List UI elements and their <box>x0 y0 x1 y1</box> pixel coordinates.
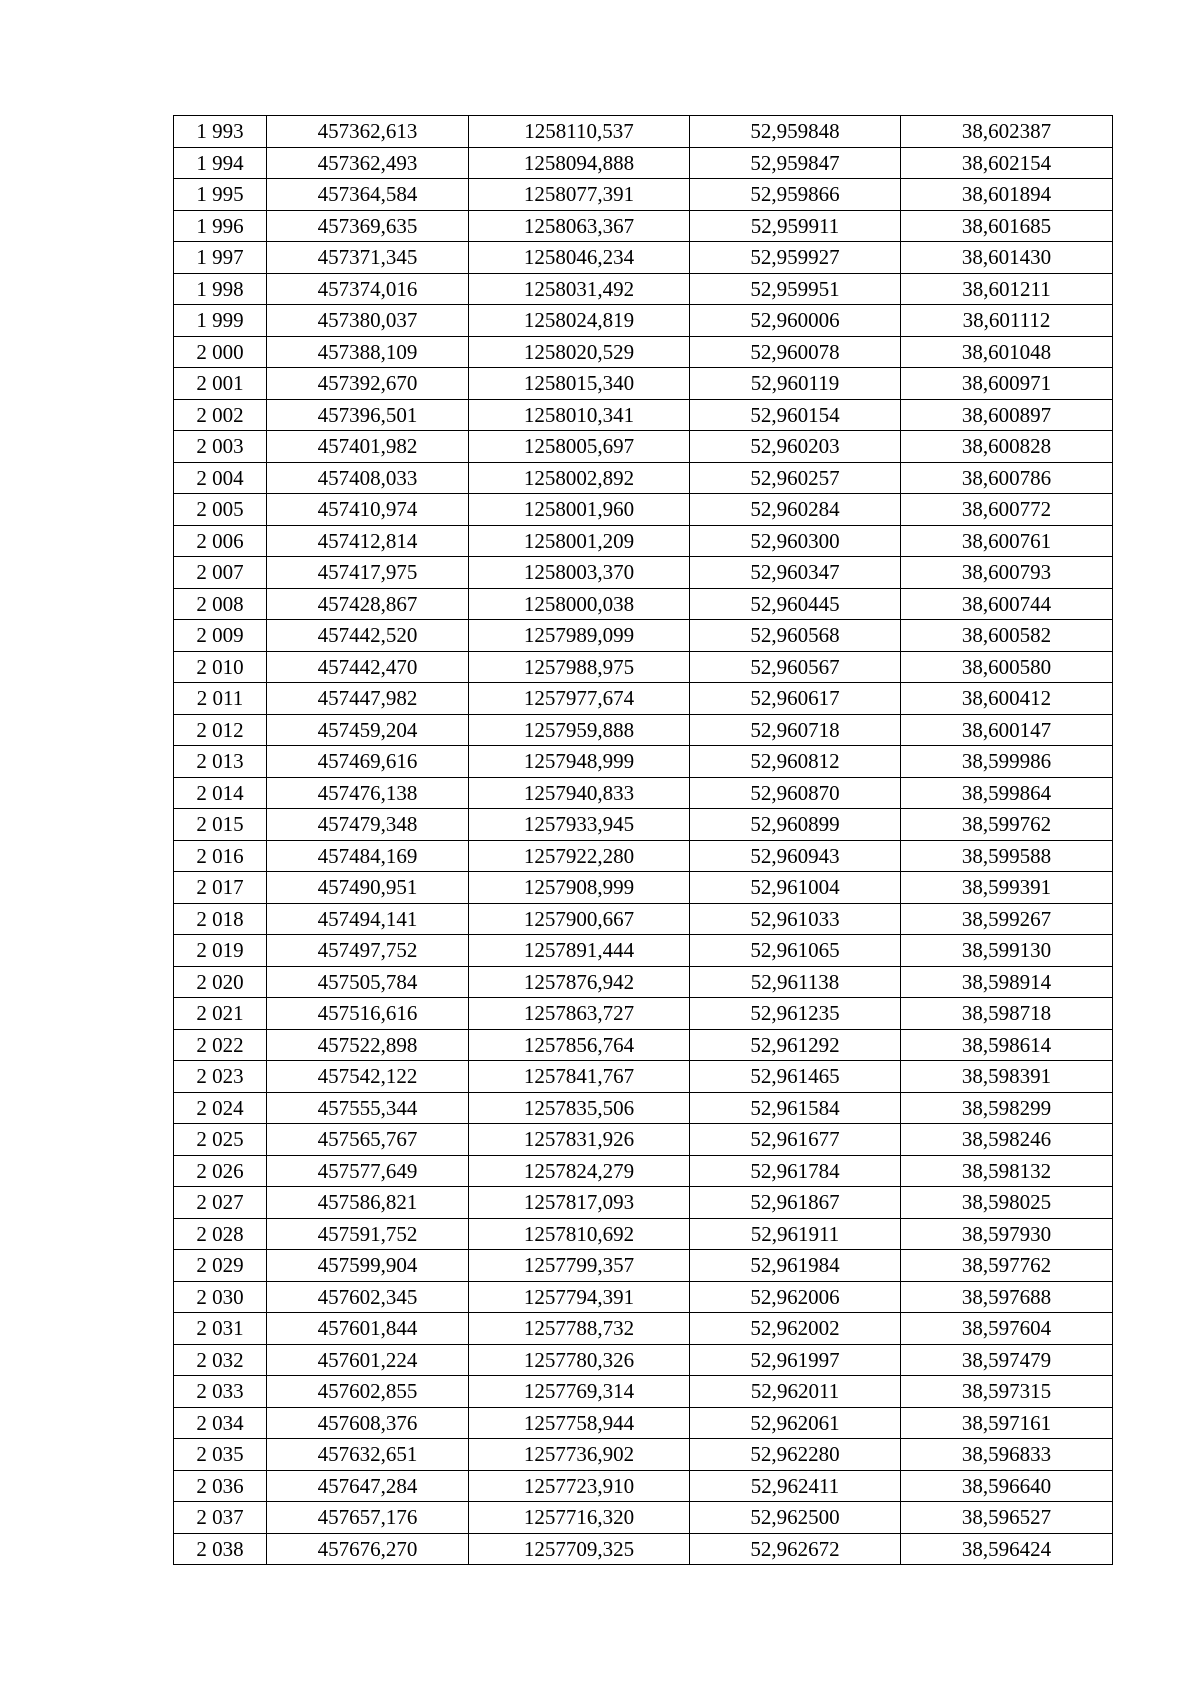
x-coordinate-cell: 457602,855 <box>267 1376 469 1408</box>
table-row <box>174 777 1113 809</box>
point-number-cell: 2 000 <box>174 336 267 368</box>
point-number-cell: 2 016 <box>174 840 267 872</box>
x-coordinate-cell: 457417,975 <box>267 557 469 589</box>
table-row <box>174 242 1113 274</box>
point-number-cell: 2 014 <box>174 777 267 809</box>
latitude-cell: 52,960812 <box>690 746 901 778</box>
x-coordinate-cell: 457369,635 <box>267 210 469 242</box>
y-coordinate-cell: 1257940,833 <box>469 777 690 809</box>
point-number-cell: 2 027 <box>174 1187 267 1219</box>
y-coordinate-cell: 1257989,099 <box>469 620 690 652</box>
x-coordinate-cell: 457401,982 <box>267 431 469 463</box>
latitude-cell: 52,961138 <box>690 966 901 998</box>
longitude-cell: 38,600761 <box>901 525 1113 557</box>
latitude-cell: 52,961004 <box>690 872 901 904</box>
latitude-cell: 52,961911 <box>690 1218 901 1250</box>
y-coordinate-cell: 1258046,234 <box>469 242 690 274</box>
y-coordinate-cell: 1257799,357 <box>469 1250 690 1282</box>
point-number-cell: 2 037 <box>174 1502 267 1534</box>
y-coordinate-cell: 1258003,370 <box>469 557 690 589</box>
longitude-cell: 38,601048 <box>901 336 1113 368</box>
y-coordinate-cell: 1257841,767 <box>469 1061 690 1093</box>
longitude-cell: 38,598718 <box>901 998 1113 1030</box>
point-number-cell: 2 017 <box>174 872 267 904</box>
y-coordinate-cell: 1257863,727 <box>469 998 690 1030</box>
y-coordinate-cell: 1258110,537 <box>469 116 690 148</box>
table-row <box>174 1376 1113 1408</box>
latitude-cell: 52,959911 <box>690 210 901 242</box>
latitude-cell: 52,962500 <box>690 1502 901 1534</box>
table-row <box>174 1155 1113 1187</box>
point-number-cell: 2 010 <box>174 651 267 683</box>
point-number-cell: 2 012 <box>174 714 267 746</box>
table-row <box>174 1124 1113 1156</box>
longitude-cell: 38,596640 <box>901 1470 1113 1502</box>
y-coordinate-cell: 1257831,926 <box>469 1124 690 1156</box>
longitude-cell: 38,598246 <box>901 1124 1113 1156</box>
longitude-cell: 38,599391 <box>901 872 1113 904</box>
y-coordinate-cell: 1257948,999 <box>469 746 690 778</box>
table-row <box>174 525 1113 557</box>
table-row <box>174 1281 1113 1313</box>
longitude-cell: 38,599130 <box>901 935 1113 967</box>
y-coordinate-cell: 1258002,892 <box>469 462 690 494</box>
latitude-cell: 52,962006 <box>690 1281 901 1313</box>
point-number-cell: 2 009 <box>174 620 267 652</box>
y-coordinate-cell: 1258010,341 <box>469 399 690 431</box>
longitude-cell: 38,597161 <box>901 1407 1113 1439</box>
longitude-cell: 38,600897 <box>901 399 1113 431</box>
table-row <box>174 1407 1113 1439</box>
point-number-cell: 2 022 <box>174 1029 267 1061</box>
x-coordinate-cell: 457469,616 <box>267 746 469 778</box>
x-coordinate-cell: 457364,584 <box>267 179 469 211</box>
x-coordinate-cell: 457632,651 <box>267 1439 469 1471</box>
x-coordinate-cell: 457516,616 <box>267 998 469 1030</box>
x-coordinate-cell: 457608,376 <box>267 1407 469 1439</box>
y-coordinate-cell: 1257794,391 <box>469 1281 690 1313</box>
x-coordinate-cell: 457599,904 <box>267 1250 469 1282</box>
latitude-cell: 52,960006 <box>690 305 901 337</box>
point-number-cell: 2 004 <box>174 462 267 494</box>
point-number-cell: 2 006 <box>174 525 267 557</box>
table-row <box>174 273 1113 305</box>
longitude-cell: 38,600582 <box>901 620 1113 652</box>
table-row <box>174 147 1113 179</box>
longitude-cell: 38,597604 <box>901 1313 1113 1345</box>
point-number-cell: 1 997 <box>174 242 267 274</box>
y-coordinate-cell: 1257769,314 <box>469 1376 690 1408</box>
y-coordinate-cell: 1257736,902 <box>469 1439 690 1471</box>
y-coordinate-cell: 1257709,325 <box>469 1533 690 1565</box>
x-coordinate-cell: 457428,867 <box>267 588 469 620</box>
table-row <box>174 714 1113 746</box>
table-row <box>174 651 1113 683</box>
latitude-cell: 52,962002 <box>690 1313 901 1345</box>
y-coordinate-cell: 1257922,280 <box>469 840 690 872</box>
y-coordinate-cell: 1258094,888 <box>469 147 690 179</box>
y-coordinate-cell: 1258077,391 <box>469 179 690 211</box>
latitude-cell: 52,962672 <box>690 1533 901 1565</box>
point-number-cell: 2 038 <box>174 1533 267 1565</box>
x-coordinate-cell: 457380,037 <box>267 305 469 337</box>
point-number-cell: 2 019 <box>174 935 267 967</box>
latitude-cell: 52,959848 <box>690 116 901 148</box>
latitude-cell: 52,960617 <box>690 683 901 715</box>
y-coordinate-cell: 1258015,340 <box>469 368 690 400</box>
table-row <box>174 1061 1113 1093</box>
point-number-cell: 2 033 <box>174 1376 267 1408</box>
x-coordinate-cell: 457494,141 <box>267 903 469 935</box>
longitude-cell: 38,598914 <box>901 966 1113 998</box>
longitude-cell: 38,597688 <box>901 1281 1113 1313</box>
latitude-cell: 52,960203 <box>690 431 901 463</box>
longitude-cell: 38,599588 <box>901 840 1113 872</box>
latitude-cell: 52,962411 <box>690 1470 901 1502</box>
latitude-cell: 52,961784 <box>690 1155 901 1187</box>
longitude-cell: 38,601894 <box>901 179 1113 211</box>
x-coordinate-cell: 457505,784 <box>267 966 469 998</box>
x-coordinate-cell: 457362,613 <box>267 116 469 148</box>
longitude-cell: 38,601430 <box>901 242 1113 274</box>
latitude-cell: 52,961235 <box>690 998 901 1030</box>
coordinates-table-body <box>174 116 1113 1565</box>
table-row <box>174 966 1113 998</box>
latitude-cell: 52,960718 <box>690 714 901 746</box>
longitude-cell: 38,600580 <box>901 651 1113 683</box>
y-coordinate-cell: 1257835,506 <box>469 1092 690 1124</box>
latitude-cell: 52,961997 <box>690 1344 901 1376</box>
y-coordinate-cell: 1257977,674 <box>469 683 690 715</box>
table-row <box>174 1313 1113 1345</box>
latitude-cell: 52,962011 <box>690 1376 901 1408</box>
point-number-cell: 2 024 <box>174 1092 267 1124</box>
point-number-cell: 2 030 <box>174 1281 267 1313</box>
y-coordinate-cell: 1257908,999 <box>469 872 690 904</box>
table-row <box>174 1187 1113 1219</box>
x-coordinate-cell: 457676,270 <box>267 1533 469 1565</box>
x-coordinate-cell: 457362,493 <box>267 147 469 179</box>
latitude-cell: 52,959866 <box>690 179 901 211</box>
table-row <box>174 746 1113 778</box>
point-number-cell: 2 034 <box>174 1407 267 1439</box>
x-coordinate-cell: 457565,767 <box>267 1124 469 1156</box>
y-coordinate-cell: 1258000,038 <box>469 588 690 620</box>
table-row <box>174 1344 1113 1376</box>
table-row <box>174 1502 1113 1534</box>
x-coordinate-cell: 457601,224 <box>267 1344 469 1376</box>
table-row <box>174 336 1113 368</box>
x-coordinate-cell: 457555,344 <box>267 1092 469 1124</box>
table-row <box>174 116 1113 148</box>
latitude-cell: 52,960257 <box>690 462 901 494</box>
point-number-cell: 2 026 <box>174 1155 267 1187</box>
point-number-cell: 2 018 <box>174 903 267 935</box>
x-coordinate-cell: 457591,752 <box>267 1218 469 1250</box>
table-row <box>174 557 1113 589</box>
latitude-cell: 52,960568 <box>690 620 901 652</box>
y-coordinate-cell: 1257824,279 <box>469 1155 690 1187</box>
point-number-cell: 1 995 <box>174 179 267 211</box>
x-coordinate-cell: 457371,345 <box>267 242 469 274</box>
latitude-cell: 52,961465 <box>690 1061 901 1093</box>
table-row <box>174 368 1113 400</box>
y-coordinate-cell: 1257876,942 <box>469 966 690 998</box>
table-row <box>174 462 1113 494</box>
table-row <box>174 1029 1113 1061</box>
y-coordinate-cell: 1258024,819 <box>469 305 690 337</box>
x-coordinate-cell: 457479,348 <box>267 809 469 841</box>
table-row <box>174 1439 1113 1471</box>
y-coordinate-cell: 1258001,209 <box>469 525 690 557</box>
table-row <box>174 840 1113 872</box>
longitude-cell: 38,596424 <box>901 1533 1113 1565</box>
table-row <box>174 1533 1113 1565</box>
point-number-cell: 2 023 <box>174 1061 267 1093</box>
table-row <box>174 210 1113 242</box>
point-number-cell: 2 001 <box>174 368 267 400</box>
longitude-cell: 38,600828 <box>901 431 1113 463</box>
x-coordinate-cell: 457388,109 <box>267 336 469 368</box>
point-number-cell: 2 005 <box>174 494 267 526</box>
latitude-cell: 52,960300 <box>690 525 901 557</box>
table-row <box>174 1470 1113 1502</box>
point-number-cell: 2 032 <box>174 1344 267 1376</box>
x-coordinate-cell: 457542,122 <box>267 1061 469 1093</box>
latitude-cell: 52,961033 <box>690 903 901 935</box>
x-coordinate-cell: 457459,204 <box>267 714 469 746</box>
latitude-cell: 52,962280 <box>690 1439 901 1471</box>
latitude-cell: 52,960870 <box>690 777 901 809</box>
x-coordinate-cell: 457476,138 <box>267 777 469 809</box>
table-row <box>174 431 1113 463</box>
longitude-cell: 38,601211 <box>901 273 1113 305</box>
y-coordinate-cell: 1258005,697 <box>469 431 690 463</box>
latitude-cell: 52,960943 <box>690 840 901 872</box>
longitude-cell: 38,599267 <box>901 903 1113 935</box>
latitude-cell: 52,960284 <box>690 494 901 526</box>
point-number-cell: 2 035 <box>174 1439 267 1471</box>
table-row <box>174 588 1113 620</box>
table-row <box>174 494 1113 526</box>
x-coordinate-cell: 457601,844 <box>267 1313 469 1345</box>
y-coordinate-cell: 1257988,975 <box>469 651 690 683</box>
point-number-cell: 2 007 <box>174 557 267 589</box>
y-coordinate-cell: 1257810,692 <box>469 1218 690 1250</box>
x-coordinate-cell: 457657,176 <box>267 1502 469 1534</box>
table-row <box>174 305 1113 337</box>
point-number-cell: 2 036 <box>174 1470 267 1502</box>
y-coordinate-cell: 1257780,326 <box>469 1344 690 1376</box>
longitude-cell: 38,601112 <box>901 305 1113 337</box>
longitude-cell: 38,596527 <box>901 1502 1113 1534</box>
latitude-cell: 52,961584 <box>690 1092 901 1124</box>
latitude-cell: 52,959847 <box>690 147 901 179</box>
table-row <box>174 903 1113 935</box>
x-coordinate-cell: 457577,649 <box>267 1155 469 1187</box>
longitude-cell: 38,600147 <box>901 714 1113 746</box>
longitude-cell: 38,599762 <box>901 809 1113 841</box>
point-number-cell: 2 015 <box>174 809 267 841</box>
x-coordinate-cell: 457447,982 <box>267 683 469 715</box>
y-coordinate-cell: 1257788,732 <box>469 1313 690 1345</box>
longitude-cell: 38,602154 <box>901 147 1113 179</box>
table-row <box>174 620 1113 652</box>
x-coordinate-cell: 457497,752 <box>267 935 469 967</box>
latitude-cell: 52,960567 <box>690 651 901 683</box>
point-number-cell: 2 008 <box>174 588 267 620</box>
coordinates-table <box>173 115 1113 1565</box>
x-coordinate-cell: 457647,284 <box>267 1470 469 1502</box>
longitude-cell: 38,602387 <box>901 116 1113 148</box>
x-coordinate-cell: 457442,520 <box>267 620 469 652</box>
latitude-cell: 52,959927 <box>690 242 901 274</box>
point-number-cell: 2 020 <box>174 966 267 998</box>
point-number-cell: 2 031 <box>174 1313 267 1345</box>
longitude-cell: 38,601685 <box>901 210 1113 242</box>
longitude-cell: 38,600744 <box>901 588 1113 620</box>
y-coordinate-cell: 1258031,492 <box>469 273 690 305</box>
point-number-cell: 1 998 <box>174 273 267 305</box>
longitude-cell: 38,597479 <box>901 1344 1113 1376</box>
latitude-cell: 52,961677 <box>690 1124 901 1156</box>
table-row <box>174 683 1113 715</box>
longitude-cell: 38,597315 <box>901 1376 1113 1408</box>
latitude-cell: 52,960119 <box>690 368 901 400</box>
point-number-cell: 1 999 <box>174 305 267 337</box>
longitude-cell: 38,598391 <box>901 1061 1113 1093</box>
y-coordinate-cell: 1258001,960 <box>469 494 690 526</box>
table-row <box>174 1092 1113 1124</box>
y-coordinate-cell: 1257758,944 <box>469 1407 690 1439</box>
latitude-cell: 52,962061 <box>690 1407 901 1439</box>
longitude-cell: 38,597930 <box>901 1218 1113 1250</box>
longitude-cell: 38,600772 <box>901 494 1113 526</box>
y-coordinate-cell: 1257891,444 <box>469 935 690 967</box>
longitude-cell: 38,599986 <box>901 746 1113 778</box>
x-coordinate-cell: 457484,169 <box>267 840 469 872</box>
point-number-cell: 1 994 <box>174 147 267 179</box>
x-coordinate-cell: 457410,974 <box>267 494 469 526</box>
longitude-cell: 38,600412 <box>901 683 1113 715</box>
x-coordinate-cell: 457602,345 <box>267 1281 469 1313</box>
x-coordinate-cell: 457442,470 <box>267 651 469 683</box>
point-number-cell: 1 996 <box>174 210 267 242</box>
latitude-cell: 52,961292 <box>690 1029 901 1061</box>
point-number-cell: 2 021 <box>174 998 267 1030</box>
point-number-cell: 2 025 <box>174 1124 267 1156</box>
longitude-cell: 38,598299 <box>901 1092 1113 1124</box>
x-coordinate-cell: 457522,898 <box>267 1029 469 1061</box>
x-coordinate-cell: 457392,670 <box>267 368 469 400</box>
longitude-cell: 38,596833 <box>901 1439 1113 1471</box>
point-number-cell: 2 003 <box>174 431 267 463</box>
x-coordinate-cell: 457490,951 <box>267 872 469 904</box>
table-row <box>174 399 1113 431</box>
longitude-cell: 38,597762 <box>901 1250 1113 1282</box>
y-coordinate-cell: 1257817,093 <box>469 1187 690 1219</box>
latitude-cell: 52,960899 <box>690 809 901 841</box>
latitude-cell: 52,959951 <box>690 273 901 305</box>
latitude-cell: 52,961065 <box>690 935 901 967</box>
y-coordinate-cell: 1257723,910 <box>469 1470 690 1502</box>
y-coordinate-cell: 1258020,529 <box>469 336 690 368</box>
table-row <box>174 1218 1113 1250</box>
longitude-cell: 38,598614 <box>901 1029 1113 1061</box>
point-number-cell: 2 013 <box>174 746 267 778</box>
point-number-cell: 2 011 <box>174 683 267 715</box>
latitude-cell: 52,960445 <box>690 588 901 620</box>
x-coordinate-cell: 457586,821 <box>267 1187 469 1219</box>
longitude-cell: 38,600786 <box>901 462 1113 494</box>
latitude-cell: 52,960347 <box>690 557 901 589</box>
x-coordinate-cell: 457408,033 <box>267 462 469 494</box>
latitude-cell: 52,960154 <box>690 399 901 431</box>
table-row <box>174 872 1113 904</box>
y-coordinate-cell: 1257933,945 <box>469 809 690 841</box>
table-row <box>174 935 1113 967</box>
table-row <box>174 179 1113 211</box>
latitude-cell: 52,960078 <box>690 336 901 368</box>
y-coordinate-cell: 1257856,764 <box>469 1029 690 1061</box>
longitude-cell: 38,600793 <box>901 557 1113 589</box>
point-number-cell: 2 002 <box>174 399 267 431</box>
x-coordinate-cell: 457396,501 <box>267 399 469 431</box>
latitude-cell: 52,961867 <box>690 1187 901 1219</box>
longitude-cell: 38,598025 <box>901 1187 1113 1219</box>
x-coordinate-cell: 457412,814 <box>267 525 469 557</box>
point-number-cell: 2 029 <box>174 1250 267 1282</box>
x-coordinate-cell: 457374,016 <box>267 273 469 305</box>
table-row <box>174 1250 1113 1282</box>
table-row <box>174 998 1113 1030</box>
table-row <box>174 809 1113 841</box>
y-coordinate-cell: 1257959,888 <box>469 714 690 746</box>
latitude-cell: 52,961984 <box>690 1250 901 1282</box>
longitude-cell: 38,598132 <box>901 1155 1113 1187</box>
y-coordinate-cell: 1258063,367 <box>469 210 690 242</box>
y-coordinate-cell: 1257716,320 <box>469 1502 690 1534</box>
longitude-cell: 38,599864 <box>901 777 1113 809</box>
longitude-cell: 38,600971 <box>901 368 1113 400</box>
y-coordinate-cell: 1257900,667 <box>469 903 690 935</box>
point-number-cell: 2 028 <box>174 1218 267 1250</box>
point-number-cell: 1 993 <box>174 116 267 148</box>
